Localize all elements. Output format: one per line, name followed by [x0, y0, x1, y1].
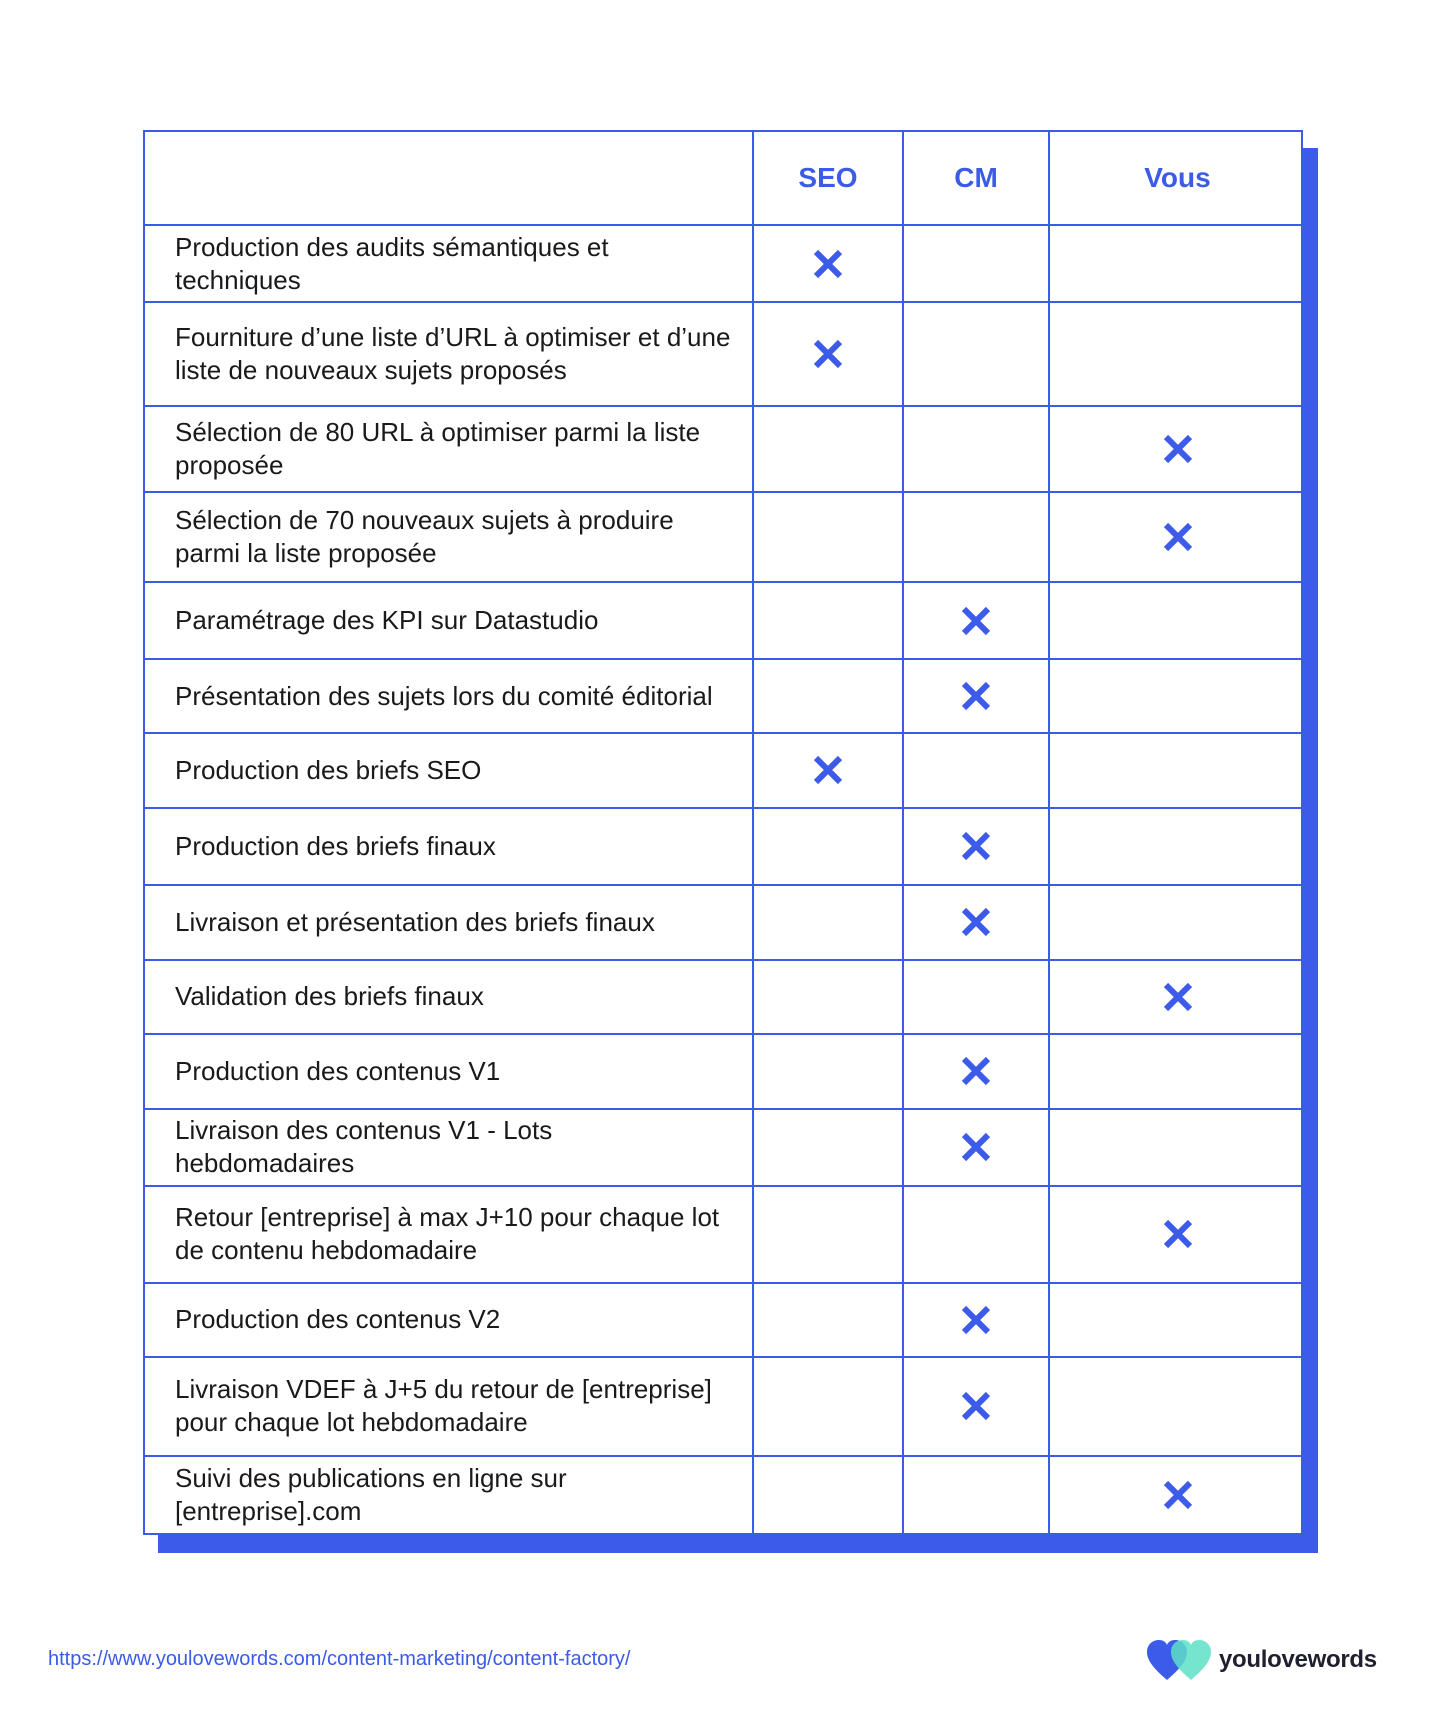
mark-cell-seo: [753, 302, 903, 406]
cross-icon: [1161, 1226, 1195, 1243]
task-cell: Livraison VDEF à J+5 du retour de [entreprise] pour chaque lot hebdomadaire: [145, 1357, 753, 1456]
mark-cell-cm: [903, 492, 1049, 582]
table-row: [145, 659, 1305, 733]
mark-cell-seo: [753, 492, 903, 582]
mark-cell-seo: [753, 1456, 903, 1533]
brand-logo: [1145, 1638, 1377, 1682]
cross-icon: [811, 255, 845, 272]
cross-icon: [959, 914, 993, 931]
cross-icon: [959, 687, 993, 704]
mark-cell-cm: [903, 885, 1049, 960]
mark-cell-vous: [1049, 960, 1305, 1034]
cross-icon: [1161, 1486, 1195, 1503]
cross-icon: [811, 762, 845, 779]
mark-cell-seo: [753, 1283, 903, 1357]
table-row: [145, 1186, 1305, 1283]
table-row: [145, 1034, 1305, 1109]
mark-cell-cm: [903, 1186, 1049, 1283]
table-row: [145, 492, 1305, 582]
footer-url[interactable]: https://www.youlovewords.com/content-marketing/content-factory/: [48, 1648, 631, 1670]
mark-cell-vous: [1049, 1034, 1305, 1109]
task-cell: Production des audits sémantiques et techniques: [145, 225, 753, 302]
mark-cell-vous: [1049, 582, 1305, 659]
table-header-row: [145, 132, 1305, 225]
mark-cell-seo: [753, 1186, 903, 1283]
responsibility-table: [143, 130, 1303, 1535]
mark-cell-seo: [753, 582, 903, 659]
task-cell: Livraison et présentation des briefs finaux: [145, 885, 753, 960]
mark-cell-cm: [903, 302, 1049, 406]
mark-cell-cm: [903, 960, 1049, 1034]
mark-cell-vous: [1049, 659, 1305, 733]
table-row: [145, 1456, 1305, 1533]
header-vous: Vous: [1049, 132, 1305, 225]
cross-icon: [959, 1397, 993, 1414]
mark-cell-cm: [903, 1283, 1049, 1357]
table-row: [145, 1283, 1305, 1357]
brand-name: youlovewords: [1219, 1646, 1377, 1673]
mark-cell-vous: [1049, 1456, 1305, 1533]
task-cell: Présentation des sujets lors du comité éditorial: [145, 659, 753, 733]
mark-cell-cm: [903, 733, 1049, 808]
mark-cell-cm: [903, 225, 1049, 302]
task-cell: Production des contenus V1: [145, 1034, 753, 1109]
table-row: [145, 582, 1305, 659]
mark-cell-vous: [1049, 1186, 1305, 1283]
mark-cell-seo: [753, 406, 903, 492]
mark-cell-cm: [903, 1456, 1049, 1533]
mark-cell-vous: [1049, 808, 1305, 885]
table-row: [145, 885, 1305, 960]
mark-cell-cm: [903, 406, 1049, 492]
mark-cell-cm: [903, 1357, 1049, 1456]
mark-cell-cm: [903, 1034, 1049, 1109]
mark-cell-seo: [753, 808, 903, 885]
mark-cell-seo: [753, 225, 903, 302]
mark-cell-seo: [753, 885, 903, 960]
cross-icon: [959, 838, 993, 855]
task-cell: Validation des briefs finaux: [145, 960, 753, 1034]
cross-icon: [811, 345, 845, 362]
mark-cell-seo: [753, 659, 903, 733]
header-seo: SEO: [753, 132, 903, 225]
heart-logo-icon: [1145, 1638, 1213, 1682]
mark-cell-vous: [1049, 406, 1305, 492]
cross-icon: [959, 1138, 993, 1155]
table-row: [145, 808, 1305, 885]
mark-cell-seo: [753, 1357, 903, 1456]
cross-icon: [1161, 528, 1195, 545]
cross-icon: [959, 612, 993, 629]
mark-cell-cm: [903, 1109, 1049, 1186]
task-cell: Livraison des contenus V1 - Lots hebdomadaires: [145, 1109, 753, 1186]
task-cell: Paramétrage des KPI sur Datastudio: [145, 582, 753, 659]
task-cell: Sélection de 70 nouveaux sujets à produire parmi la liste proposée: [145, 492, 753, 582]
mark-cell-vous: [1049, 885, 1305, 960]
header-empty: [145, 132, 753, 225]
mark-cell-vous: [1049, 1109, 1305, 1186]
table-row: [145, 302, 1305, 406]
mark-cell-seo: [753, 1034, 903, 1109]
mark-cell-seo: [753, 1109, 903, 1186]
task-cell: Sélection de 80 URL à optimiser parmi la liste proposée: [145, 406, 753, 492]
mark-cell-cm: [903, 808, 1049, 885]
header-cm: CM: [903, 132, 1049, 225]
task-cell: Fourniture d’une liste d’URL à optimiser et d’une liste de nouveaux sujets proposés: [145, 302, 753, 406]
mark-cell-vous: [1049, 733, 1305, 808]
cross-icon: [1161, 440, 1195, 457]
mark-cell-vous: [1049, 302, 1305, 406]
table-row: [145, 225, 1305, 302]
mark-cell-seo: [753, 733, 903, 808]
cross-icon: [959, 1311, 993, 1328]
table-row: [145, 960, 1305, 1034]
task-cell: Production des contenus V2: [145, 1283, 753, 1357]
task-cell: Retour [entreprise] à max J+10 pour chaque lot de contenu hebdomadaire: [145, 1186, 753, 1283]
mark-cell-vous: [1049, 225, 1305, 302]
table-row: [145, 1109, 1305, 1186]
cross-icon: [959, 1062, 993, 1079]
task-cell: Suivi des publications en ligne sur [entreprise].com: [145, 1456, 753, 1533]
task-cell: Production des briefs SEO: [145, 733, 753, 808]
table-row: [145, 406, 1305, 492]
mark-cell-vous: [1049, 492, 1305, 582]
cross-icon: [1161, 988, 1195, 1005]
mark-cell-vous: [1049, 1357, 1305, 1456]
table-row: [145, 733, 1305, 808]
table-row: [145, 1357, 1305, 1456]
task-cell: Production des briefs finaux: [145, 808, 753, 885]
mark-cell-cm: [903, 582, 1049, 659]
mark-cell-vous: [1049, 1283, 1305, 1357]
mark-cell-cm: [903, 659, 1049, 733]
mark-cell-seo: [753, 960, 903, 1034]
